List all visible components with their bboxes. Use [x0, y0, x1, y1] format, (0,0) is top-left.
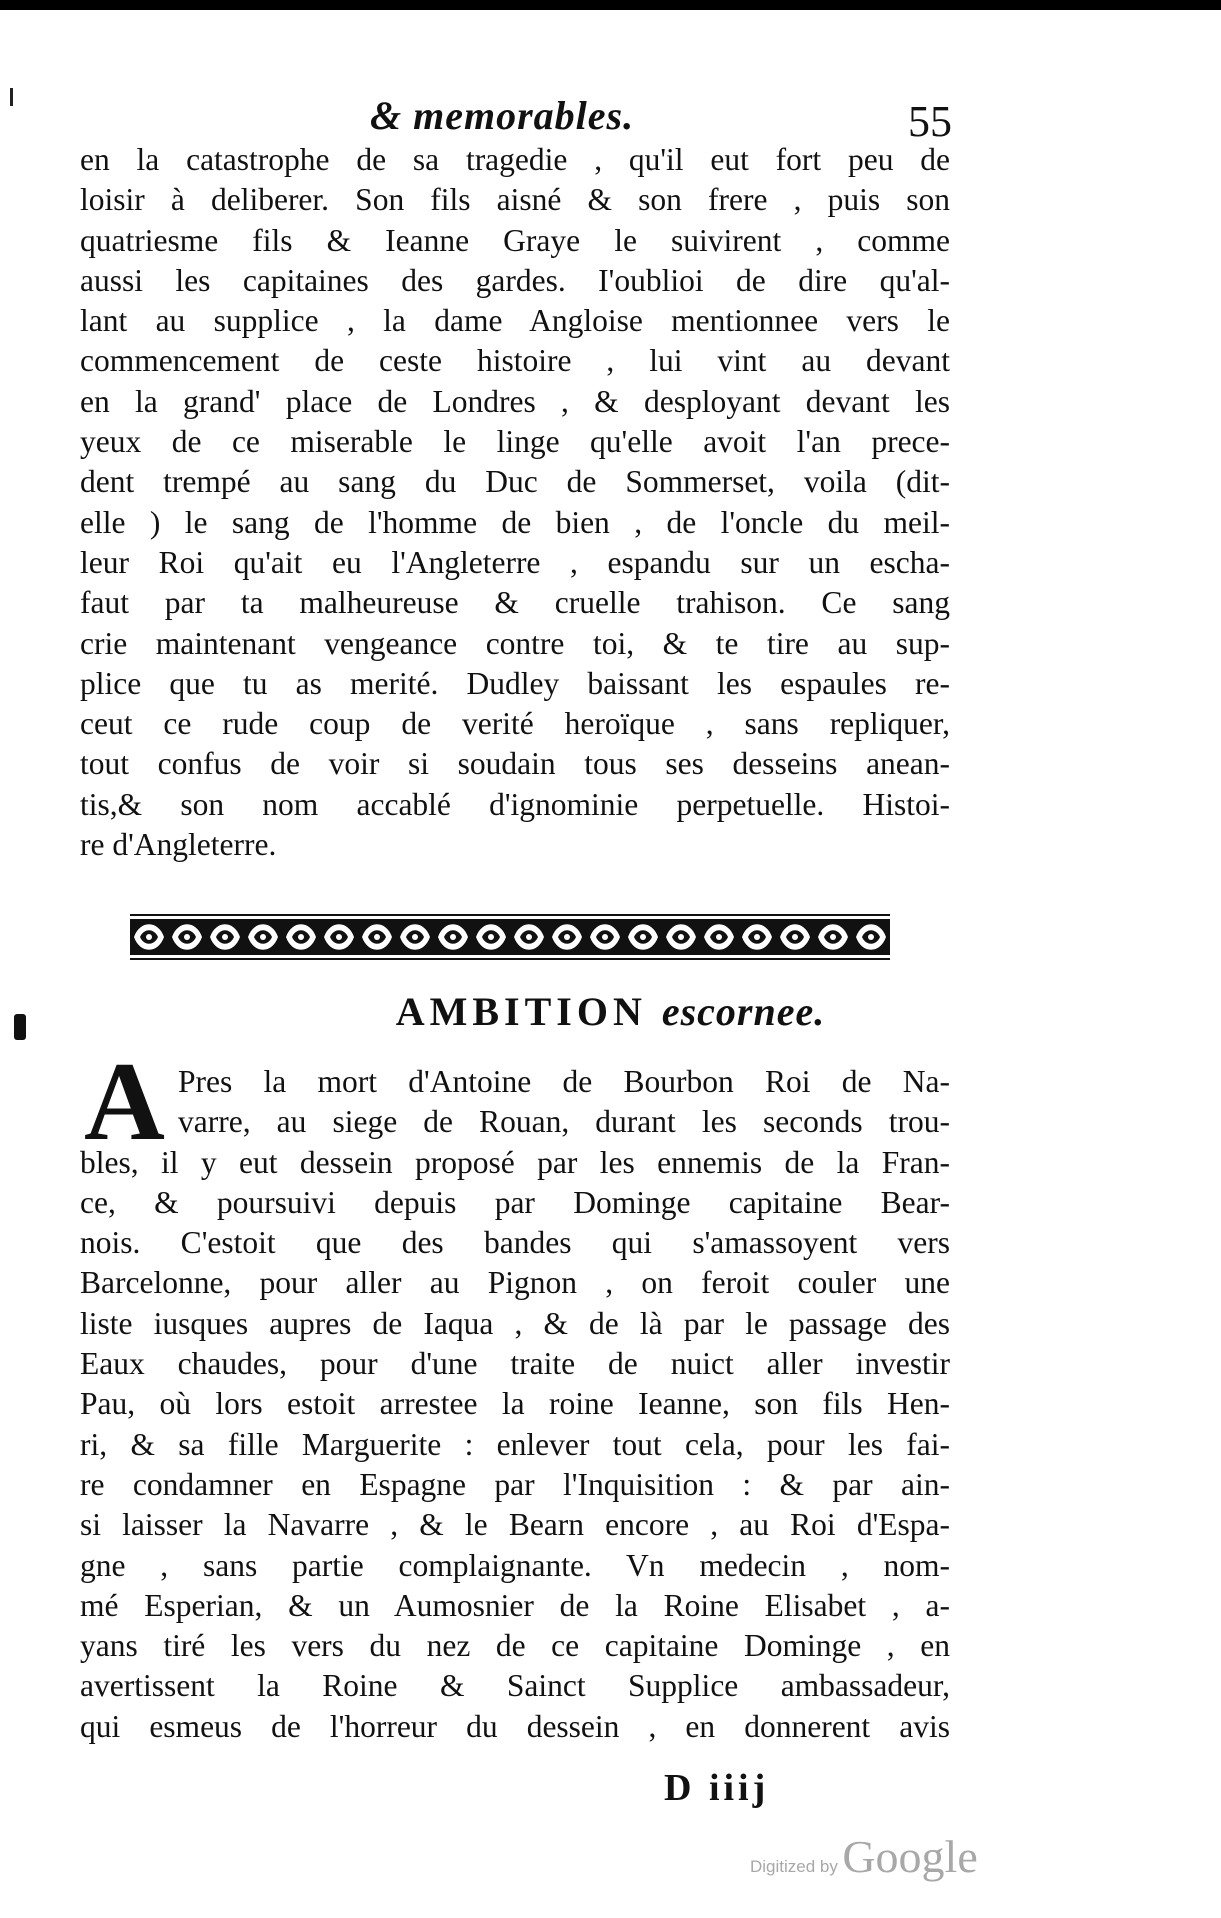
text-line: gne , sans partie complaignante. Vn medecin , nom- — [80, 1547, 950, 1583]
text-line: re condamner en Espagne par l'Inquisition : & par ain- — [80, 1466, 950, 1502]
text-line: en la grand' place de Londres , & desployant devant les — [80, 383, 950, 419]
text-line: mé Esperian, & un Aumosnier de la Roine Elisabet , a- — [80, 1587, 950, 1623]
text-line: loisir à deliberer. Son fils aisné & son frere , puis son — [80, 182, 950, 218]
digitized-watermark — [750, 1830, 978, 1883]
section-title — [0, 988, 1221, 1035]
text-line: leur Roi qu'ait eu l'Angleterre , espandu sur un escha- — [80, 544, 950, 580]
drop-cap: A — [84, 1040, 165, 1164]
text-line: nois. C'estoit que des bandes qui s'amassoyent vers — [80, 1225, 950, 1261]
section-title-sub: escornee. — [661, 989, 826, 1034]
text-line: en la catastrophe de sa tragedie , qu'il eut fort peu de — [80, 142, 950, 177]
watermark-small: Digitized by — [750, 1857, 838, 1876]
text-line: avertissent la Roine & Sainct Supplice ambassadeur, — [80, 1668, 950, 1704]
watermark-logo: Google — [842, 1831, 978, 1882]
text-line: plice que tu as merité. Dudley baissant les espaules re- — [80, 665, 950, 701]
text-line: ceut ce rude coup de verité heroïque , sans repliquer, — [80, 706, 950, 742]
text-line: elle ) le sang de l'homme de bien , de l'oncle du meil- — [80, 504, 950, 540]
text-line: dent trempé au sang du Duc de Sommerset, voila (dit- — [80, 464, 950, 500]
text-line: Barcelonne, pour aller au Pignon , on feroit couler une — [80, 1265, 950, 1301]
text-line: faut par ta malheureuse & cruelle trahison. Ce sang — [80, 585, 950, 621]
text-line: commencement de ceste histoire , lui vint au devant — [80, 343, 950, 379]
text-line: Pres la mort d'Antoine de Bourbon Roi de Na- — [178, 1064, 950, 1099]
text-line: Pau, où lors estoit arrestee la roine Ieanne, son fils Hen- — [80, 1386, 950, 1422]
text-line: yeux de ce miserable le linge qu'elle avoit l'an prece- — [80, 424, 950, 460]
margin-mark — [14, 1014, 26, 1040]
paragraph-ambition — [80, 1062, 950, 1747]
text-line: Eaux chaudes, pour d'une traite de nuict aller investir — [80, 1346, 950, 1382]
text-line: crie maintenant vengeance contre toi, & te tire au sup- — [80, 625, 950, 661]
text-line: tout confus de voir si soudain tous ses desseins anean- — [80, 746, 950, 782]
running-head: & memorables. — [370, 93, 635, 138]
scan-top-border — [0, 0, 1221, 10]
page-number: 55 — [908, 97, 952, 146]
signature-mark: D iiij — [664, 1767, 770, 1809]
text-line: aussi les capitaines des gardes. I'oublioi de dire qu'al- — [80, 262, 950, 298]
text-line: qui esmeus de l'horreur du dessein , en donnerent avis — [80, 1708, 950, 1744]
text-line: ce, & poursuivi depuis par Dominge capitaine Bear- — [80, 1184, 950, 1220]
text-line: quatriesme fils & Ieanne Graye le suivirent , comme — [80, 222, 950, 258]
text-line: re d'Angleterre. — [80, 827, 277, 863]
text-line: bles, il y eut dessein proposé par les ennemis de la Fran- — [80, 1144, 950, 1180]
text-line: ri, & sa fille Marguerite : enlever tout cela, pour les fai- — [80, 1426, 950, 1462]
text-line: tis,& son nom accablé d'ignominie perpetuelle. Histoi- — [80, 786, 950, 822]
text-line: si laisser la Navarre , & le Bearn encore , au Roi d'Espa- — [80, 1507, 950, 1543]
scan-edge-mark — [10, 88, 13, 106]
text-line: yans tiré les vers du nez de ce capitaine Dominge , en — [80, 1628, 950, 1664]
text-line: liste iusques aupres de Iaqua , & de là par le passage des — [80, 1305, 950, 1341]
paragraph-dudley — [80, 140, 950, 865]
section-title-main: AMBITION — [395, 989, 647, 1034]
text-line: varre, au siege de Rouan, durant les seconds trou- — [178, 1104, 950, 1140]
ornamental-band — [130, 914, 890, 960]
text-line: lant au supplice , la dame Angloise mentionnee vers le — [80, 303, 950, 339]
